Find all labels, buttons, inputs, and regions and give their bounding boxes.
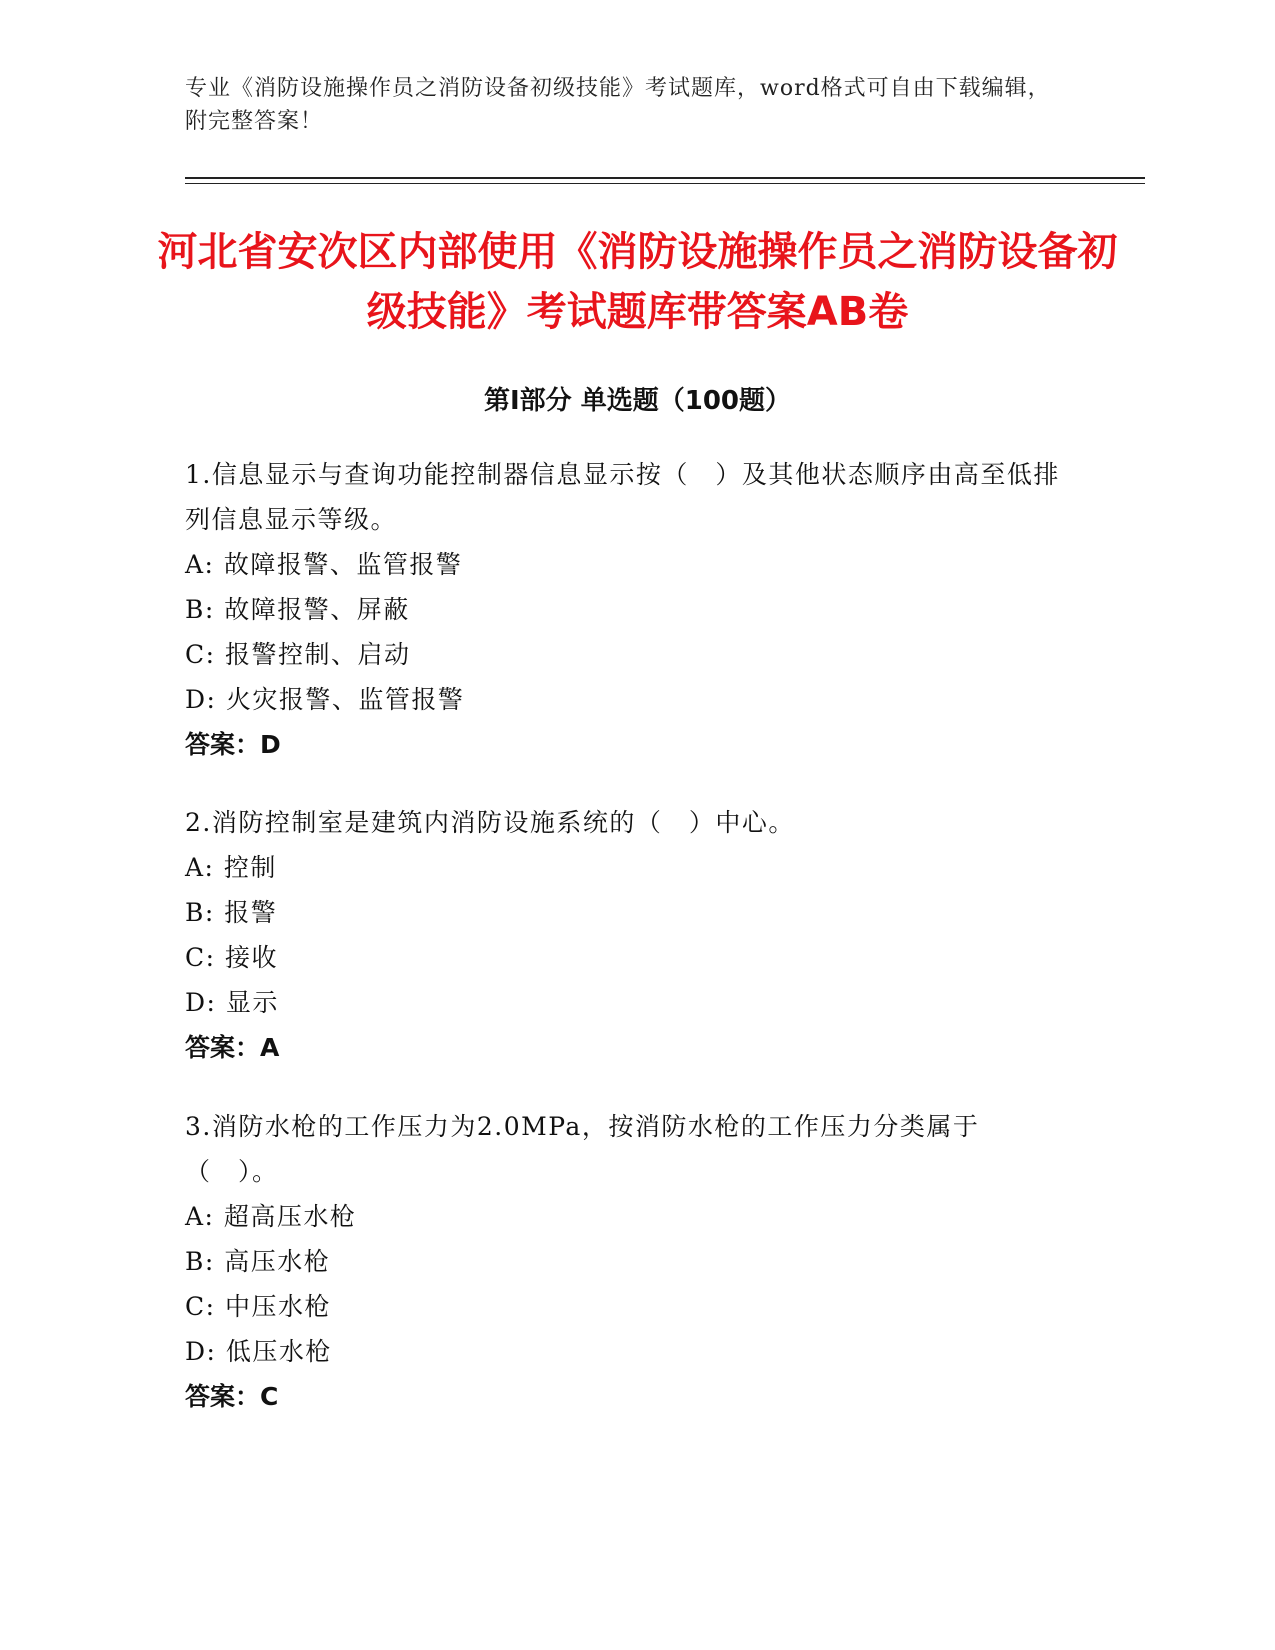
header-divider xyxy=(185,177,1145,179)
option-d: D: 火灾报警、监管报警 xyxy=(185,685,465,714)
option-b: B: 故障报警、屏蔽 xyxy=(185,595,410,624)
option-c: C: 中压水枪 xyxy=(185,1292,331,1321)
answer-line: 答案：D xyxy=(185,730,281,759)
option-d: D: 显示 xyxy=(185,988,279,1017)
question-2 xyxy=(185,800,1065,1071)
question-stem: 3.消防水枪的工作压力为2.0MPa，按消防水枪的工作压力分类属于（ ）。 xyxy=(185,1112,980,1186)
answer-line: 答案：A xyxy=(185,1033,280,1062)
option-c: C: 接收 xyxy=(185,943,278,972)
option-b: B: 报警 xyxy=(185,898,278,927)
option-a: A: 超高压水枪 xyxy=(185,1202,357,1231)
option-a: A: 控制 xyxy=(185,853,277,882)
answer-line: 答案：C xyxy=(185,1382,279,1411)
question-stem: 2.消防控制室是建筑内消防设施系统的（ ）中心。 xyxy=(185,808,795,837)
document-title: 河北省安次区内部使用《消防设施操作员之消防设备初级技能》考试题库带答案AB卷 xyxy=(157,229,1118,335)
header-divider-thin xyxy=(185,183,1145,184)
question-3 xyxy=(185,1104,1065,1420)
question-stem: 1.信息显示与查询功能控制器信息显示按（ ）及其他状态顺序由高至低排列信息显示等级。 xyxy=(185,460,1060,534)
option-a: A: 故障报警、监管报警 xyxy=(185,550,463,579)
option-d: D: 低压水枪 xyxy=(185,1337,332,1366)
header-note: 专业《消防设施操作员之消防设备初级技能》考试题库，word格式可自由下载编辑，附完整答案！ xyxy=(185,76,1051,134)
section-heading: 第I部分 单选题（100题） xyxy=(484,386,791,416)
option-c: C: 报警控制、启动 xyxy=(185,640,411,669)
question-1 xyxy=(185,452,1065,768)
option-b: B: 高压水枪 xyxy=(185,1247,331,1276)
